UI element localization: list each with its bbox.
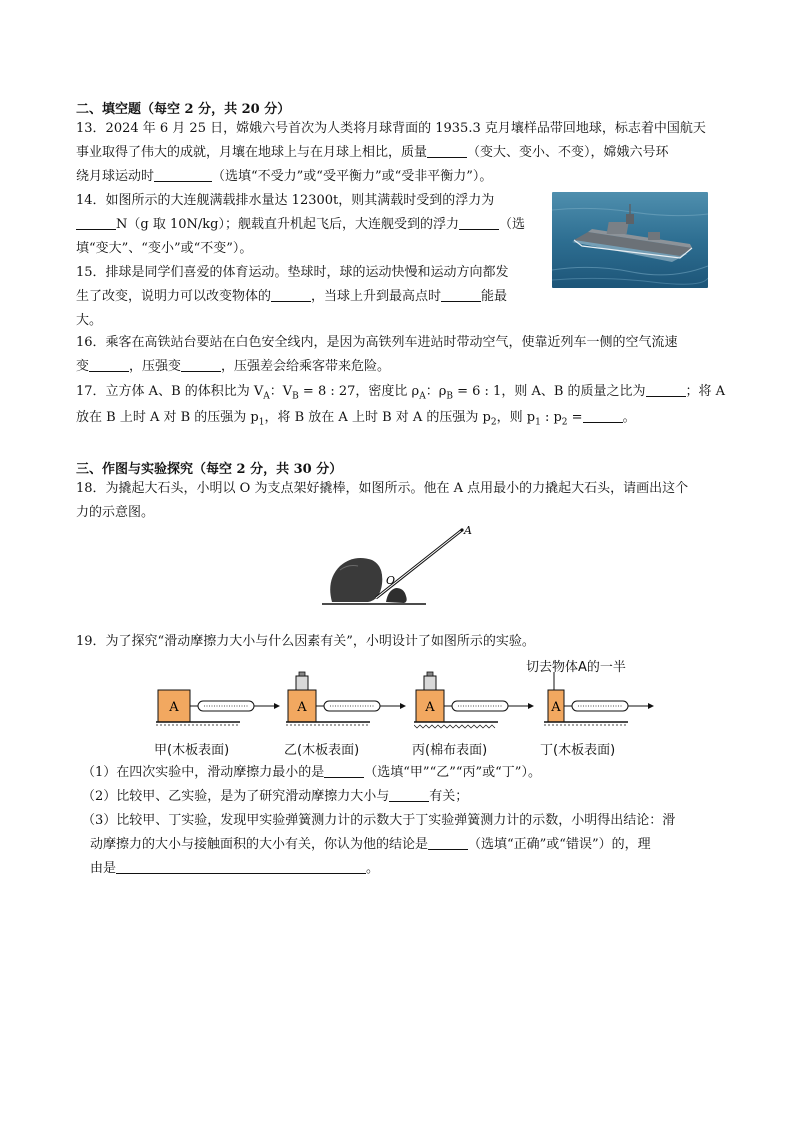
- q14-line3: 填“变大”、“变小”或“不变”）。: [76, 241, 253, 256]
- q19-s3-text-b: （选填“正确”或“错误”）的，理: [468, 837, 651, 852]
- fulcrum-o-label: O: [386, 574, 396, 587]
- apparatus-jia: [156, 670, 286, 732]
- q15-blank-1[interactable]: [271, 288, 311, 302]
- q17-text-l: 。: [622, 410, 636, 425]
- fulcrum-stone: [386, 588, 407, 603]
- q17-line1: [76, 383, 725, 406]
- q17-text-j: : p: [540, 410, 562, 425]
- spring-scale: [324, 701, 380, 711]
- q16-text-b: ，压强变: [129, 359, 182, 374]
- q17-text-e: = 6 : 1，则 A、B 的质量之比为: [452, 384, 646, 399]
- q17-sub-p1: 1: [258, 417, 265, 428]
- q17-sub-rb: B: [446, 391, 453, 402]
- q17-sub-va: A: [263, 391, 270, 402]
- q17-sub-vb: B: [292, 391, 299, 402]
- block-a-label: A: [169, 700, 179, 715]
- apparatus-ding: [544, 670, 674, 732]
- q19-blank-3[interactable]: [428, 836, 468, 850]
- q17-sub-ra: A: [419, 391, 426, 402]
- q13-text-b: （变大、变小、不变），嫦娥六号环: [467, 145, 669, 160]
- q19-sub3-line3: [90, 860, 379, 878]
- spring-scale: [198, 701, 254, 711]
- apparatus-bing: [414, 670, 544, 732]
- q14-text-a: N（g 取 10N/kg）；舰载直升机起飞后，大连舰受到的浮力: [116, 217, 459, 232]
- weight: [424, 676, 436, 690]
- lever-diagram: [318, 522, 474, 612]
- q19-sub3-line2: [90, 836, 651, 854]
- q17-sub-p2: 2: [490, 417, 497, 428]
- q19-s1-text-b: （选填“甲”“乙”“丙”或“丁”）。: [364, 765, 541, 780]
- apparatus-yi: [286, 670, 416, 732]
- warship-photo: [552, 192, 708, 288]
- q15-text-c: 能最: [481, 289, 508, 304]
- q19-s2-text-b: 有关；: [429, 789, 469, 804]
- section-title-experiment: 三、作图与实验探究（每空 2 分，共 30 分）: [76, 462, 343, 477]
- q17-blank-2[interactable]: [583, 409, 623, 423]
- q13-blank-1[interactable]: [427, 144, 467, 158]
- rock: [330, 558, 382, 602]
- q19-sub2: [82, 788, 468, 806]
- q19-sub3-line1: （3）比较甲、丁实验，发现甲实验弹簧测力计的示数大于丁实验弹簧测力计的示数，小明得出结论：滑: [82, 813, 676, 828]
- q19-blank-2[interactable]: [389, 788, 429, 802]
- q16-text-a: 变: [76, 359, 90, 374]
- block-a-label: A: [425, 700, 435, 715]
- q17-text-b: ：V: [269, 384, 293, 399]
- q19-s1-text-a: （1）在四次实验中，滑动摩擦力最小的是: [82, 765, 325, 780]
- caption-yi: 乙(木板表面): [284, 743, 360, 758]
- q17-text-g: 放在 B 上时 A 对 B 的压强为 p: [76, 410, 259, 425]
- q17-line2: [76, 409, 636, 432]
- q17-text-f: ；将 A: [685, 384, 726, 399]
- q17-sub-p1b: 1: [535, 417, 541, 428]
- weight: [296, 676, 308, 690]
- q17-text-d: ：ρ: [425, 384, 447, 399]
- lever-bar-highlight: [376, 530, 462, 598]
- q15-text-b: ，当球上升到最高点时: [311, 289, 442, 304]
- q17-blank-1[interactable]: [646, 383, 686, 397]
- block-a-label: A: [551, 700, 561, 715]
- cut-half-label: 切去物体A的一半: [526, 660, 626, 675]
- q13-line2: [76, 144, 669, 162]
- caption-bing: 丙(棉布表面): [412, 743, 488, 758]
- q14-blank-2[interactable]: [459, 216, 499, 230]
- q19-s2-text-a: （2）比较甲、乙实验，是为了研究滑动摩擦力大小与: [82, 789, 390, 804]
- q19-s3-text-c: 由是: [90, 861, 117, 876]
- q14-blank-1[interactable]: [76, 216, 116, 230]
- q17-text-k: =: [567, 410, 583, 425]
- q19-s3-text-a: 动摩擦力的大小与接触面积的大小有关，你认为他的结论是: [90, 837, 429, 852]
- q19-sub1: [82, 764, 541, 782]
- q15-line3: 大。: [76, 313, 103, 328]
- q13-text-d: （选填“不受力”或“受平衡力”或“受非平衡力”）。: [212, 169, 493, 184]
- q18-line2: 力的示意图。: [76, 505, 155, 520]
- q13-line1: 13．2024 年 6 月 25 日，嫦娥六号首次为人类将月球背面的 1935.3 克月壤样品带回地球，标志着中国航天: [76, 121, 706, 136]
- q13-text-c: 绕月球运动时: [76, 169, 155, 184]
- q14-text-b: （选: [498, 217, 525, 232]
- q15-blank-2[interactable]: [441, 288, 481, 302]
- q13-blank-2[interactable]: [154, 168, 212, 182]
- caption-jia: 甲(木板表面): [154, 743, 230, 758]
- q16-blank-1[interactable]: [89, 358, 129, 372]
- q18-line1: 18．为撬起大石头，小明以 O 为支点架好撬棒，如图所示。他在 A 点用最小的力撬起大石头，请画出这个: [76, 481, 689, 496]
- q14-line2: [76, 216, 525, 234]
- q19-blank-4[interactable]: [116, 860, 366, 874]
- q14-line1: 14．如图所示的大连舰满载排水量达 12300t，则其满载时受到的浮力为: [76, 193, 495, 208]
- q19-line1: 19．为了探究“滑动摩擦力大小与什么因素有关”，小明设计了如图所示的实验。: [76, 634, 535, 649]
- q17-sub-p2b: 2: [561, 417, 568, 428]
- caption-ding: 丁(木板表面): [540, 743, 616, 758]
- q17-text-i: ，则 p: [496, 410, 536, 425]
- q16-line1: 16．乘客在高铁站台要站在白色安全线内，是因为高铁列车进站时带动空气，使靠近列车一侧的空气流速: [76, 335, 678, 350]
- spring-scale: [452, 701, 508, 711]
- block-a-label: A: [297, 700, 307, 715]
- section-title-fill-blank: 二、填空题（每空 2 分，共 20 分）: [76, 102, 291, 117]
- q15-line1: 15．排球是同学们喜爱的体育运动。垫球时，球的运动快慢和运动方向都发: [76, 265, 509, 280]
- q19-blank-1[interactable]: [324, 764, 364, 778]
- q16-text-c: ，压强差会给乘客带来危险。: [221, 359, 391, 374]
- q17-text-c: = 8 : 27，密度比 ρ: [298, 384, 420, 399]
- spring-scale: [572, 701, 628, 711]
- q15-text-a: 生了改变，说明力可以改变物体的: [76, 289, 272, 304]
- q13-line3: [76, 168, 492, 186]
- q17-text-h: ，将 B 放在 A 上时 B 对 A 的压强为 p: [264, 410, 491, 425]
- q16-line2: [76, 358, 390, 376]
- q15-line2: [76, 288, 507, 306]
- q13-text-a: 事业取得了伟大的成就，月壤在地球上与在月球上相比，质量: [76, 145, 428, 160]
- q19-s3-text-d: 。: [366, 861, 380, 876]
- q16-blank-2[interactable]: [181, 358, 221, 372]
- q17-text-a: 17．立方体 A、B 的体积比为 V: [76, 384, 264, 399]
- point-a-label: A: [464, 524, 472, 537]
